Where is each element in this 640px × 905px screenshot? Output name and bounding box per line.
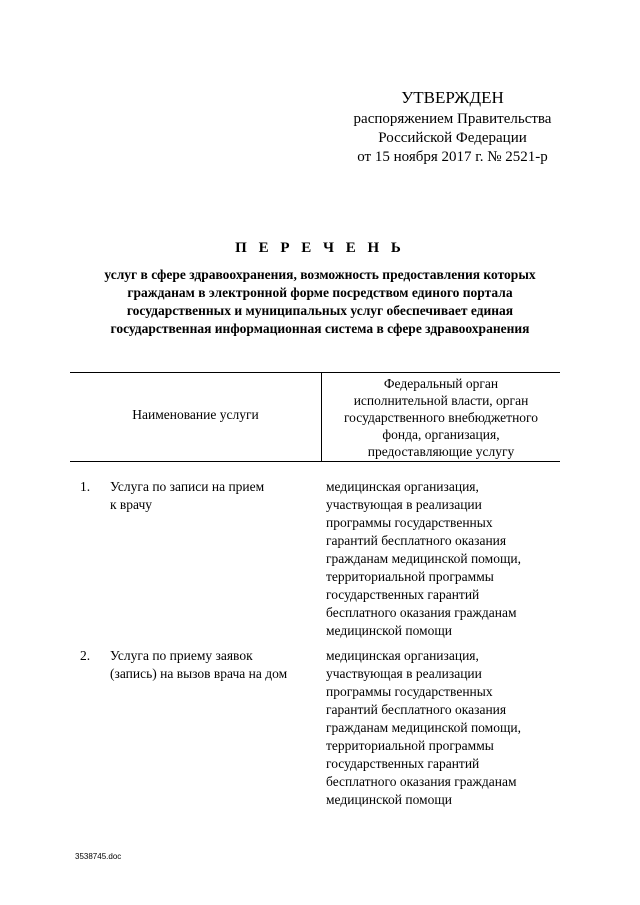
row-service [110,478,310,514]
document-subtitle [60,266,580,338]
subtitle-line: гражданам в электронной форме посредством единого портала [127,285,513,300]
provider-line: программы государственных [326,684,493,699]
subtitle-line: государственных и муниципальных услуг обеспечивает единая [126,303,514,318]
provider-line: гражданам медицинской помощи, [326,551,521,566]
provider-line: территориальной программы [326,738,494,753]
row-provider [326,478,566,640]
approval-line: распоряжением Правительства [353,111,552,127]
provider-line: территориальной программы [326,569,494,584]
header-provider-line: государственного внебюджетного [343,410,538,425]
service-line: Услуга по записи на прием [110,479,265,494]
provider-line: участвующая в реализации [326,666,482,681]
row-number: 1. [80,479,91,494]
approval-line: Российской Федерации [378,130,527,146]
subtitle-line: услуг в сфере здравоохранения, возможность предоставления которых [104,267,536,282]
approval-line: от 15 ноября 2017 г. № 2521-р [357,149,548,165]
service-line: (запись) на вызов врача на дом [110,666,288,681]
row-number: 2. [80,648,91,663]
document-title: П Е Р Е Ч Е Н Ь [235,240,405,256]
provider-line: участвующая в реализации [326,497,482,512]
provider-line: медицинская организация, [326,648,479,663]
provider-line: медицинской помощи [326,792,452,807]
provider-line: бесплатного оказания гражданам [326,605,517,620]
provider-line: гарантий бесплатного оказания [326,702,507,717]
provider-line: медицинская организация, [326,479,479,494]
provider-line: государственных гарантий [326,756,480,771]
file-reference: 3538745.doc [75,852,122,861]
approval-block [330,88,575,167]
row-provider [326,647,566,809]
header-service-name: Наименование услуги [132,407,259,422]
table-header [70,372,560,462]
header-provider-line: исполнительной власти, орган [353,393,529,408]
provider-line: программы государственных [326,515,493,530]
provider-line: гарантий бесплатного оказания [326,533,507,548]
header-provider-line: предоставляющие услугу [367,444,515,459]
approval-stamp: УТВЕРЖДЕН [401,88,504,107]
service-line: к врачу [110,497,153,512]
provider-line: гражданам медицинской помощи, [326,720,521,735]
row-service [110,647,310,683]
provider-line: бесплатного оказания гражданам [326,774,517,789]
header-provider-line: фонда, организация, [382,427,500,442]
subtitle-line: государственная информационная система в сфере здравоохранения [110,321,530,336]
service-line: Услуга по приему заявок [110,648,253,663]
header-provider [322,375,560,460]
header-provider-line: Федеральный орган [383,376,499,391]
provider-line: медицинской помощи [326,623,452,638]
provider-line: государственных гарантий [326,587,480,602]
